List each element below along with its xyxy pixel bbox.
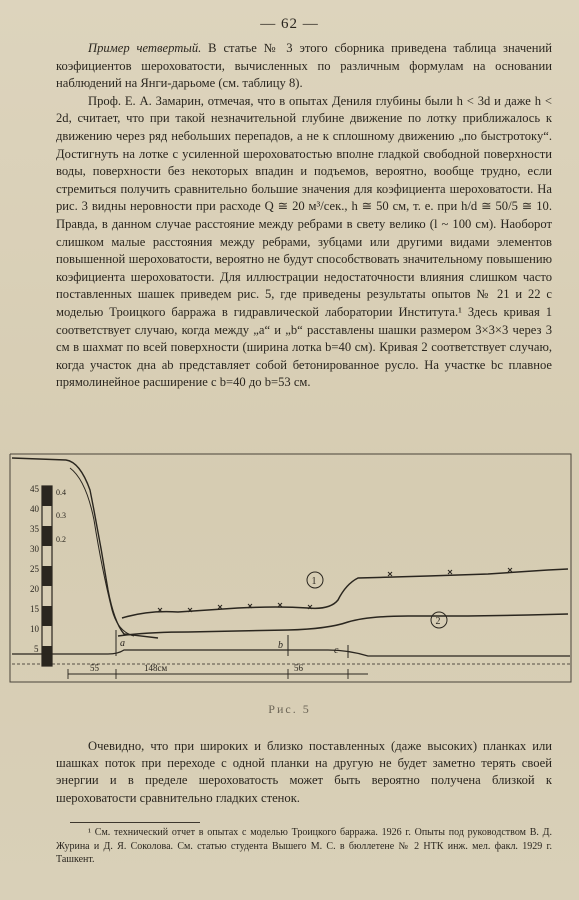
channel-bed xyxy=(12,650,570,656)
dimension-label: 148см xyxy=(144,663,168,673)
dimension-line xyxy=(68,669,368,679)
scale-label: 15 xyxy=(30,604,39,614)
scale-label: 10 xyxy=(30,624,39,634)
scale-label: 35 xyxy=(30,524,39,534)
curve-label-2: 2 xyxy=(435,616,441,627)
paragraph-1-lead: Пример четвертый. xyxy=(88,41,202,55)
page-number: — 62 — xyxy=(260,16,319,32)
inner-scale-label: 0.2 xyxy=(56,535,66,544)
scale-label: 45 xyxy=(30,484,39,494)
curve-label-1: 1 xyxy=(311,576,317,587)
point-label-a: a xyxy=(120,638,125,649)
scale-label: 5 xyxy=(34,644,39,654)
curve-2 xyxy=(118,614,568,636)
scale-bar xyxy=(42,486,52,666)
figure-caption: Рис. 5 xyxy=(268,702,311,716)
paragraph-1-text: В статье № 3 этого сборника приведена таблица значений коэфициентов шероховатости, вычисленных по различным формулам на основании наблюдений на Янги-дарьоме (см. таблицу 8). xyxy=(56,41,552,91)
inner-scale-label: 0.3 xyxy=(56,511,66,520)
dimension-label: 55 xyxy=(90,663,99,673)
figure-5 xyxy=(8,450,574,690)
figure-frame xyxy=(10,454,571,682)
point-label-b: b xyxy=(278,640,283,651)
footnote xyxy=(56,826,552,867)
body-text xyxy=(56,40,552,392)
footnote-text: ¹ См. технический отчет в опытах с моделью Троицкого барража. 1926 г. Опыты под руководством В. Д. Журина и Д. Я. Соколова. См. статью студента Вышего М. С. в бюллетене № 2 НТК инж. мел. факл. 1929 г. Ташкент. xyxy=(56,827,552,865)
paragraph-3: Очевидно, что при широких и близко поставленных (даже высоких) планках или шашках поток при переходе с одной планки на другую не будет заметно терять своей энергии и в пределе шероховатость может быть вероятно получена близкой к шероховатости сравнительно гладких стенок. xyxy=(56,739,552,805)
point-label-c: c xyxy=(334,645,339,656)
footnote-rule xyxy=(70,822,200,823)
scale-label: 20 xyxy=(30,584,39,594)
inner-scale-label: 0.4 xyxy=(56,488,66,497)
scale-label: 30 xyxy=(30,544,39,554)
scale-label: 40 xyxy=(30,504,39,514)
paragraph-2: Проф. Е. А. Замарин, отмечая, что в опытах Дениля глубины были h < 3d и даже h < 2d, считает, что при такой незначительной глубине движение по лотку приближалось к движению через ряд небольших перепадов, а не к сплошному движению „по быстротоку“. Достигнуть на лотке с усиленной шероховатостью вполне гладкой свободной поверхности воды, поверхности без некоторых впадин и подъемов, вероятно, вообще трудно, если стремиться получить сравнительно большие значения для коэфициента шероховатости. На рис. 3 видны неровности при расходе Q ≅ 20 м³/сек., h ≅ 50 см, т. е. при h/d ≅ 50/5 ≅ 10. Правда, в данном случае расстояние между ребрами в свету велико (l ~ 100 см). Наоборот слишком малые расстояния между ребрами, зубцами или другими видами элементов повышенной шероховатости, вероятно не будут способствовать значительному повышению коэфициента шероховатости. Для иллюстрации недостаточности влияния слишком часто поставленных шашек приведем рис. 5, где приведены результаты опытов № 21 и 22 с моделью Троицкого барража в гидравлической лаборатории Института.¹ Здесь кривая 1 соответствует случаю, когда между „a“ и „b“ расставлены шашки размером 3×3×3 через 3 см в шахмат по всей поверхности (ширина лотка b=40 см). Кривая 2 соответствует случаю, когда участок дна ab представляет собой бетонированное русло. На участке bc плавное прямолинейное расширение с b=40 до b=53 см. xyxy=(56,93,552,390)
paragraph-1 xyxy=(56,40,552,93)
dimension-label: 56 xyxy=(294,663,303,673)
after-text xyxy=(56,738,552,807)
scale-label: 25 xyxy=(30,564,39,574)
